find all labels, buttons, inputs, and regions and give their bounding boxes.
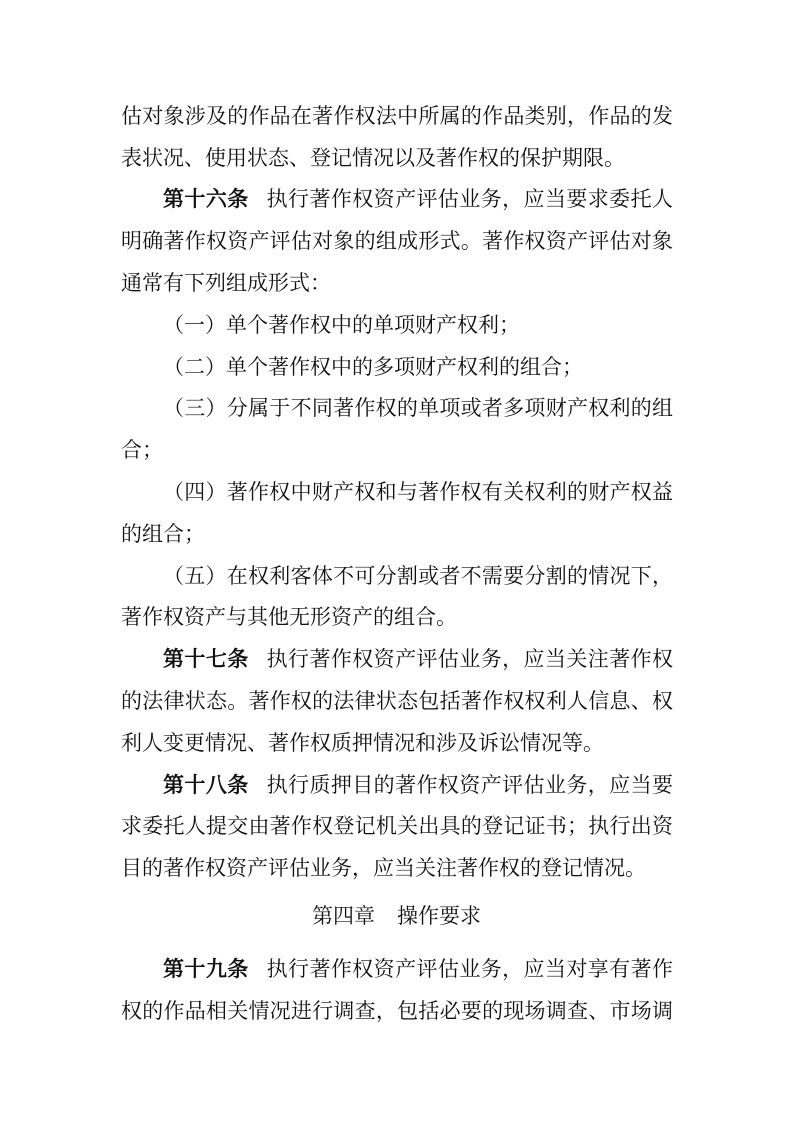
article-16-text: 执行著作权资产评估业务，应当要求委托人: [266, 187, 674, 211]
list-item: （一）单个著作权中的单项财产权利；: [163, 313, 520, 337]
article-18-text: 执行质押目的著作权资产评估业务，应当要: [266, 773, 674, 797]
list-item: （四）著作权中财产权和与著作权有关权利的财产权益: [163, 480, 673, 504]
body-line: 估对象涉及的作品在著作权法中所属的作品类别，作品的发: [121, 104, 673, 128]
list-item: （二）单个著作权中的多项财产权利的组合；: [163, 355, 583, 379]
article-19-first-line: [163, 949, 673, 989]
list-item: （三）分属于不同著作权的单项或者多项财产权利的组: [163, 396, 673, 420]
article-16-label: 第十六条: [163, 187, 249, 211]
body-line: 目的著作权资产评估业务，应当关注著作权的登记情况。: [121, 856, 646, 880]
article-18-label: 第十八条: [163, 773, 249, 797]
body-line: 求委托人提交由著作权登记机关出具的登记证书；执行出资: [121, 814, 673, 838]
body-line: 表状况、使用状态、登记情况以及著作权的保护期限。: [121, 146, 625, 170]
list-item: （五）在权利客体不可分割或者不需要分割的情况下，: [163, 564, 673, 588]
list-item-continuation: 著作权资产与其他无形资产的组合。: [121, 605, 457, 629]
body-line: 权的作品相关情况进行调查，包括必要的现场调查、市场调: [121, 999, 673, 1023]
article-17-first-line: [163, 639, 673, 679]
body-line: 利人变更情况、著作权质押情况和涉及诉讼情况等。: [121, 731, 604, 755]
chapter-number: 第四章: [312, 904, 375, 928]
article-18-first-line: [163, 765, 673, 805]
article-17-label: 第十七条: [163, 647, 249, 671]
article-16-first-line: [163, 179, 673, 219]
list-item-continuation: 合；: [121, 438, 163, 462]
article-19-label: 第十九条: [163, 957, 249, 981]
article-17-text: 执行著作权资产评估业务，应当关注著作权: [266, 647, 674, 671]
list-item-continuation: 的组合；: [121, 522, 205, 546]
body-line: 明确著作权资产评估对象的组成形式。著作权资产评估对象: [121, 229, 673, 253]
article-19-text: 执行著作权资产评估业务，应当对享有著作: [266, 957, 674, 981]
chapter-title: 操作要求: [397, 904, 481, 928]
body-line: 的法律状态。著作权的法律状态包括著作权权利人信息、权: [121, 689, 673, 713]
body-line: 通常有下列组成形式：: [121, 271, 331, 295]
chapter-heading: [0, 896, 793, 936]
